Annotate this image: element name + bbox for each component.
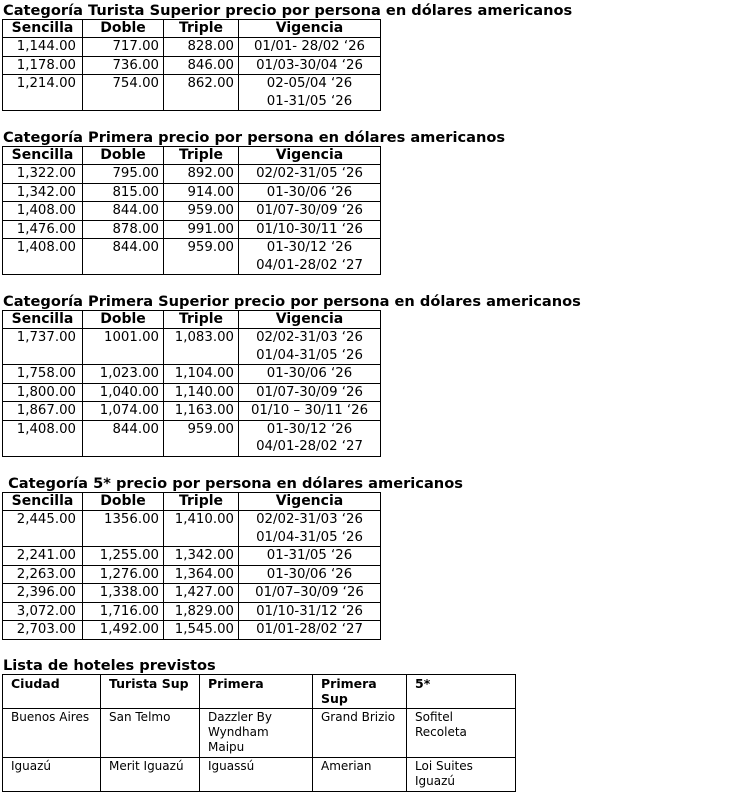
cell-sencilla: 1,408.00 (3, 420, 83, 456)
cell-sencilla: 1,800.00 (3, 383, 83, 402)
section-turista-superior (2, 2, 572, 111)
header-doble: Doble (83, 20, 164, 38)
table-row (3, 329, 381, 365)
hotels-header-row (3, 675, 516, 709)
header-sencilla: Sencilla (3, 20, 83, 38)
vigencia-line: 01-30/06 ‘26 (266, 184, 353, 200)
cell-sencilla: 1,342.00 (3, 183, 83, 202)
price-table (2, 146, 381, 275)
cell-vigencia (239, 621, 381, 640)
cell-vigencia (239, 402, 381, 421)
section-title: Categoría Primera Superior precio por persona en dólares americanos (3, 293, 581, 310)
hotels-row (3, 758, 516, 792)
cell-doble: 815.00 (83, 183, 164, 202)
vigencia-line: 01/01- 28/02 ‘26 (253, 39, 366, 54)
cell-vigencia (239, 511, 381, 547)
price-table (2, 19, 381, 111)
vigencia-line: 01/10-31/12 ‘26 (256, 603, 363, 619)
cell-doble: 1,716.00 (83, 602, 164, 621)
table-row (3, 383, 381, 402)
price-header-row (3, 311, 381, 329)
vigencia-line: 01/10-30/11 ‘26 (256, 221, 363, 237)
vigencia-line: 01-30/06 ‘26 (266, 566, 353, 582)
vigencia-line: 01-30/12 ‘26 (266, 240, 353, 255)
cell-doble: 1356.00 (83, 511, 164, 547)
table-row (3, 621, 381, 640)
vigencia-line: 04/01-28/02 ‘27 (256, 257, 363, 273)
cell-doble: 795.00 (83, 165, 164, 184)
table-row (3, 165, 381, 184)
cell-sencilla: 1,322.00 (3, 165, 83, 184)
hotels-cell: Grand Brizio (313, 709, 407, 758)
cell-vigencia (239, 565, 381, 584)
cell-triple: 991.00 (164, 220, 239, 239)
vigencia-line: 02/02-31/03 ‘26 (256, 512, 363, 527)
vigencia-line: 01/07–30/09 ‘26 (255, 585, 364, 600)
header-doble: Doble (83, 493, 164, 511)
cell-sencilla: 2,703.00 (3, 621, 83, 640)
vigencia-line: 02-05/04 ‘26 (266, 76, 353, 91)
header-triple: Triple (164, 147, 239, 165)
section-title: Categoría Primera precio por persona en dólares americanos (3, 129, 506, 146)
cell-doble: 1,492.00 (83, 621, 164, 640)
cell-sencilla: 1,867.00 (3, 402, 83, 421)
vigencia-line: 01/07-30/09 ‘26 (256, 384, 363, 400)
header-sencilla: Sencilla (3, 311, 83, 329)
hotels-header-cell: Primera Sup (313, 675, 407, 709)
cell-sencilla: 2,445.00 (3, 511, 83, 547)
cell-vigencia (239, 365, 381, 384)
cell-vigencia (239, 383, 381, 402)
table-row (3, 202, 381, 221)
hotels-row (3, 709, 516, 758)
hotels-cell: Dazzler By Wyndham Maipu (200, 709, 313, 758)
cell-triple: 914.00 (164, 183, 239, 202)
table-row (3, 220, 381, 239)
cell-triple: 959.00 (164, 420, 239, 456)
price-table (2, 492, 381, 640)
cell-vigencia (239, 602, 381, 621)
section-title: Categoría Turista Superior precio por persona en dólares americanos (3, 2, 573, 19)
cell-sencilla: 1,178.00 (3, 56, 83, 75)
cell-triple: 1,342.00 (164, 547, 239, 566)
cell-triple: 828.00 (164, 38, 239, 57)
table-row (3, 511, 381, 547)
cell-triple: 1,829.00 (164, 602, 239, 621)
header-doble: Doble (83, 311, 164, 329)
vigencia-line: 02/02-31/05 ‘26 (256, 166, 363, 181)
vigencia-line: 01/01-28/02 ‘27 (256, 622, 363, 637)
price-header-row (3, 493, 381, 511)
header-triple: Triple (164, 493, 239, 511)
cell-vigencia (239, 183, 381, 202)
vigencia-line: 01/10 – 30/11 ‘26 (250, 403, 369, 418)
cell-triple: 1,140.00 (164, 383, 239, 402)
cell-triple: 1,427.00 (164, 584, 239, 603)
table-row (3, 547, 381, 566)
cell-triple: 959.00 (164, 239, 239, 275)
cell-vigencia (239, 547, 381, 566)
hotels-title: Lista de hoteles previstos (3, 657, 216, 674)
hotels-cell: Iguazú (3, 758, 101, 792)
price-header-row (3, 147, 381, 165)
hotels-cell: Buenos Aires (3, 709, 101, 758)
cell-doble: 878.00 (83, 220, 164, 239)
table-row (3, 75, 381, 111)
header-vigencia: Vigencia (239, 147, 381, 165)
table-row (3, 565, 381, 584)
cell-doble: 1,074.00 (83, 402, 164, 421)
cell-vigencia (239, 202, 381, 221)
cell-triple: 1,545.00 (164, 621, 239, 640)
cell-doble: 1,338.00 (83, 584, 164, 603)
cell-sencilla: 1,476.00 (3, 220, 83, 239)
hotels-cell: Loi Suites Iguazú (407, 758, 516, 792)
table-row (3, 402, 381, 421)
cell-sencilla: 3,072.00 (3, 602, 83, 621)
vigencia-line: 04/01-28/02 ‘27 (256, 439, 363, 454)
table-row (3, 38, 381, 57)
cell-doble: 1,255.00 (83, 547, 164, 566)
section-primera (2, 129, 505, 275)
table-row (3, 365, 381, 384)
cell-vigencia (239, 165, 381, 184)
cell-vigencia (239, 75, 381, 111)
hotels-header-cell: Ciudad (3, 675, 101, 709)
hotels-header-cell: 5* (407, 675, 516, 709)
cell-doble: 844.00 (83, 239, 164, 275)
table-row (3, 584, 381, 603)
table-row (3, 602, 381, 621)
vigencia-line: 01-30/06 ‘26 (266, 366, 353, 381)
section-5-estrellas (2, 475, 463, 640)
hotels-header-cell: Turista Sup (101, 675, 200, 709)
hotels-cell: Iguassú (200, 758, 313, 792)
vigencia-line: 01-30/12 ‘26 (266, 421, 353, 437)
vigencia-line: 01-31/05 ‘26 (266, 93, 353, 109)
cell-sencilla: 1,408.00 (3, 239, 83, 275)
cell-vigencia (239, 220, 381, 239)
cell-doble: 754.00 (83, 75, 164, 111)
header-triple: Triple (164, 20, 239, 38)
hotels-table (2, 674, 516, 792)
cell-triple: 1,410.00 (164, 511, 239, 547)
cell-doble: 844.00 (83, 420, 164, 456)
cell-vigencia (239, 38, 381, 57)
hotels-cell: Amerian (313, 758, 407, 792)
cell-triple: 1,364.00 (164, 565, 239, 584)
header-vigencia: Vigencia (239, 20, 381, 38)
hotels-cell: Sofitel Recoleta (407, 709, 516, 758)
cell-vigencia (239, 56, 381, 75)
cell-doble: 1001.00 (83, 329, 164, 365)
vigencia-line: 01/04-31/05 ‘26 (256, 347, 363, 363)
cell-triple: 846.00 (164, 56, 239, 75)
header-sencilla: Sencilla (3, 147, 83, 165)
cell-triple: 1,104.00 (164, 365, 239, 384)
vigencia-line: 01/04-31/05 ‘26 (256, 529, 363, 545)
cell-sencilla: 2,396.00 (3, 584, 83, 603)
header-vigencia: Vigencia (239, 311, 381, 329)
vigencia-line: 01-31/05 ‘26 (266, 548, 353, 563)
table-row (3, 56, 381, 75)
cell-sencilla: 1,758.00 (3, 365, 83, 384)
section-primera-superior (2, 293, 581, 457)
hotels-header-cell: Primera (200, 675, 313, 709)
table-row (3, 239, 381, 275)
cell-doble: 717.00 (83, 38, 164, 57)
cell-triple: 892.00 (164, 165, 239, 184)
cell-doble: 1,040.00 (83, 383, 164, 402)
table-row (3, 183, 381, 202)
header-doble: Doble (83, 147, 164, 165)
price-header-row (3, 20, 381, 38)
cell-doble: 736.00 (83, 56, 164, 75)
cell-triple: 1,163.00 (164, 402, 239, 421)
cell-doble: 1,276.00 (83, 565, 164, 584)
price-table (2, 310, 381, 457)
cell-sencilla: 1,214.00 (3, 75, 83, 111)
vigencia-line: 01/03-30/04 ‘26 (256, 57, 363, 73)
cell-sencilla: 2,263.00 (3, 565, 83, 584)
table-row (3, 420, 381, 456)
cell-sencilla: 1,144.00 (3, 38, 83, 57)
cell-sencilla: 1,408.00 (3, 202, 83, 221)
cell-doble: 1,023.00 (83, 365, 164, 384)
header-sencilla: Sencilla (3, 493, 83, 511)
cell-vigencia (239, 420, 381, 456)
hotels-section-title-wrap (2, 657, 216, 674)
cell-sencilla: 2,241.00 (3, 547, 83, 566)
header-triple: Triple (164, 311, 239, 329)
cell-vigencia (239, 584, 381, 603)
header-vigencia: Vigencia (239, 493, 381, 511)
cell-vigencia (239, 329, 381, 365)
section-title: Categoría 5* precio por persona en dólares americanos (3, 475, 463, 492)
cell-triple: 862.00 (164, 75, 239, 111)
hotels-cell: San Telmo (101, 709, 200, 758)
hotels-cell: Merit Iguazú (101, 758, 200, 792)
cell-doble: 844.00 (83, 202, 164, 221)
cell-vigencia (239, 239, 381, 275)
cell-triple: 1,083.00 (164, 329, 239, 365)
vigencia-line: 02/02-31/03 ‘26 (256, 330, 363, 345)
cell-triple: 959.00 (164, 202, 239, 221)
cell-sencilla: 1,737.00 (3, 329, 83, 365)
vigencia-line: 01/07-30/09 ‘26 (256, 203, 363, 218)
